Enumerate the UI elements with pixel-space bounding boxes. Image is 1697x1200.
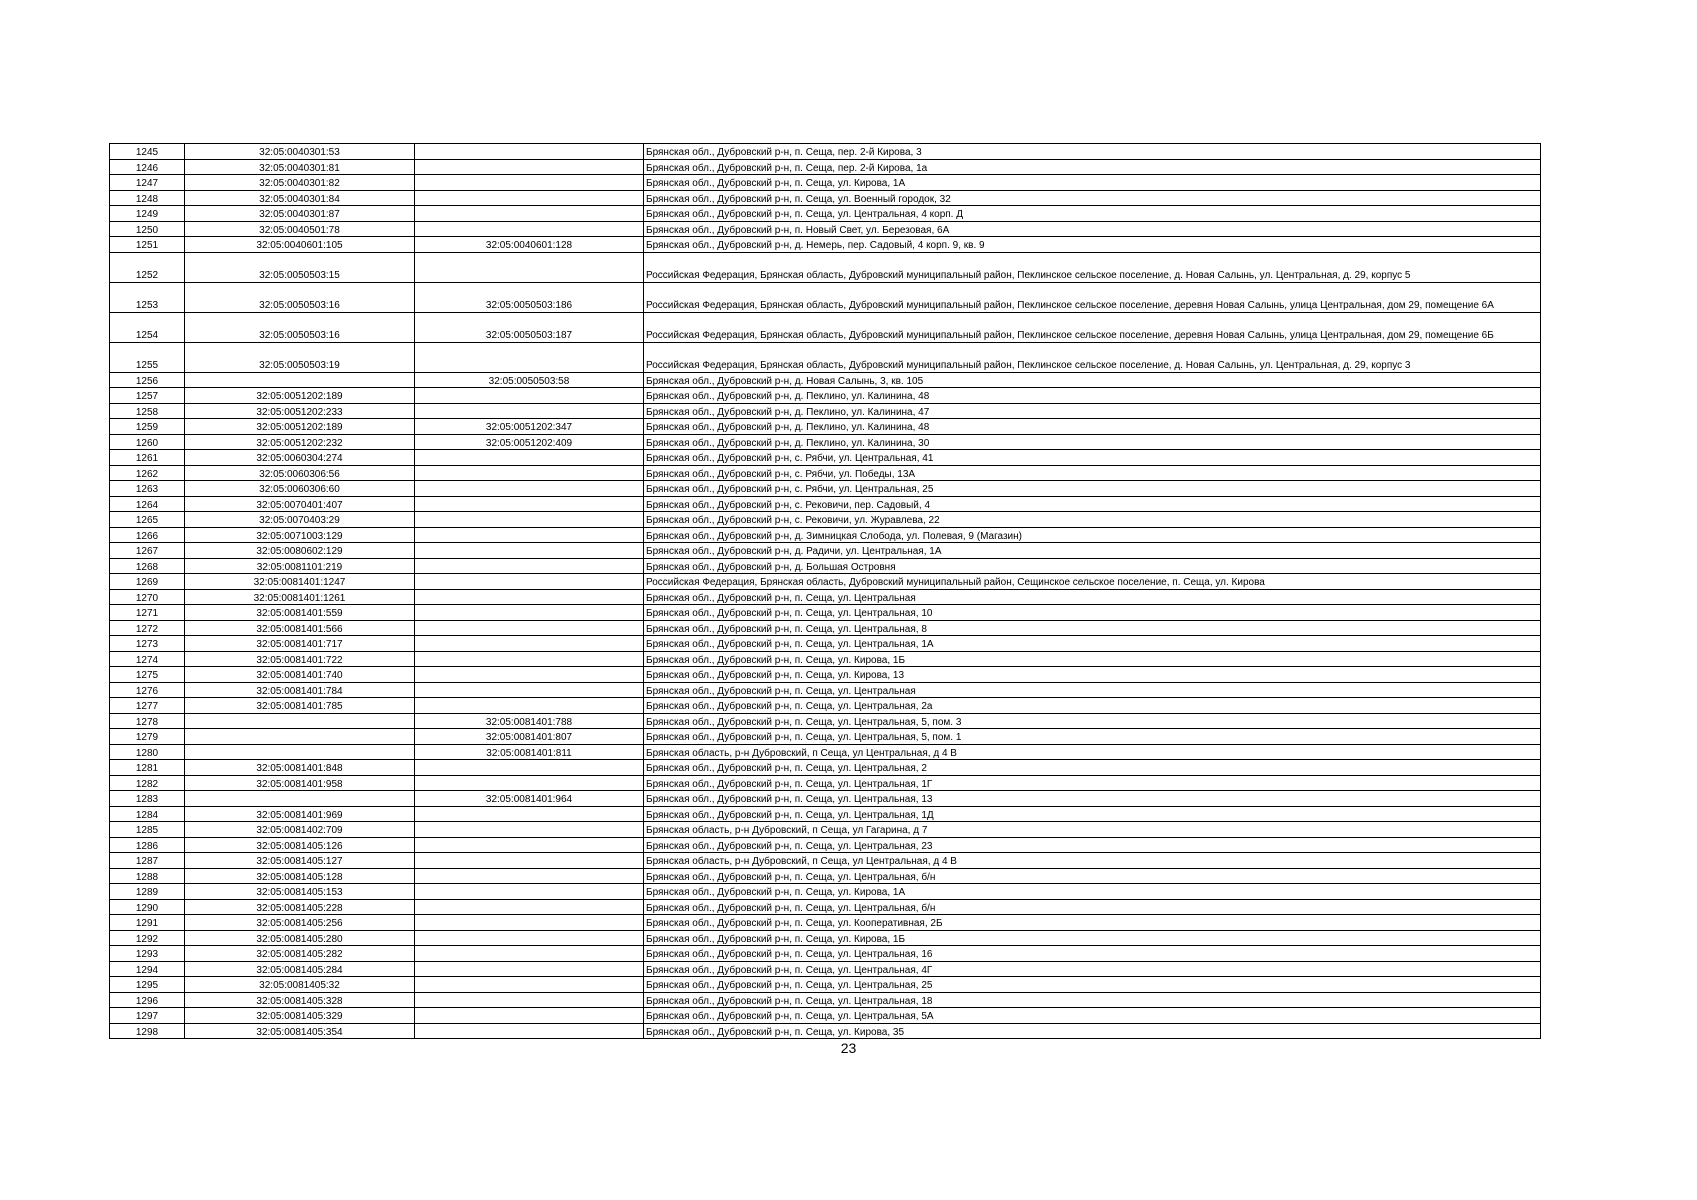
- row-number-cell: 1265: [110, 512, 185, 528]
- cadastral-number-cell: 32:05:0050503:15: [185, 252, 415, 282]
- related-cadastral-number-cell: [415, 589, 644, 605]
- address-cell: Брянская обл., Дубровский р-н, п. Сеща, ул. Кирова, 1Б: [644, 930, 1541, 946]
- row-number-cell: 1259: [110, 419, 185, 435]
- related-cadastral-number-cell: [415, 481, 644, 497]
- row-number-cell: 1271: [110, 605, 185, 621]
- cadastral-number-cell: 32:05:0081405:153: [185, 884, 415, 900]
- cadastral-number-cell: 32:05:0050503:19: [185, 342, 415, 372]
- related-cadastral-number-cell: [415, 930, 644, 946]
- table-row: [110, 729, 1541, 745]
- row-number-cell: 1293: [110, 946, 185, 962]
- row-number-cell: 1260: [110, 434, 185, 450]
- address-cell: Брянская обл., Дубровский р-н, с. Рябчи, ул. Победы, 13А: [644, 465, 1541, 481]
- cadastral-number-cell: 32:05:0081401:848: [185, 760, 415, 776]
- table-row: [110, 450, 1541, 466]
- page-number: 23: [840, 1040, 857, 1056]
- address-cell: Брянская обл., Дубровский р-н, п. Сеща, ул. Кирова, 13: [644, 667, 1541, 683]
- row-number-cell: 1273: [110, 636, 185, 652]
- address-cell: Брянская обл., Дубровский р-н, п. Сеща, ул. Кирова, 1Б: [644, 651, 1541, 667]
- cadastral-number-cell: 32:05:0060306:60: [185, 481, 415, 497]
- row-number-cell: 1263: [110, 481, 185, 497]
- table-row: [110, 837, 1541, 853]
- cadastral-number-cell: 32:05:0081401:785: [185, 698, 415, 714]
- cadastral-number-cell: 32:05:0040601:105: [185, 237, 415, 253]
- cadastral-number-cell: 32:05:0051202:233: [185, 403, 415, 419]
- related-cadastral-number-cell: [415, 667, 644, 683]
- table-row: [110, 282, 1541, 312]
- row-number-cell: 1290: [110, 899, 185, 915]
- address-cell: Российская Федерация, Брянская область, Дубровский муниципальный район, Пеклинское сельское поселение, деревня Новая Салынь, улица Центральная, дом 29, помещение 6Б: [644, 312, 1541, 342]
- address-cell: Брянская обл., Дубровский р-н, п. Сеща, ул. Кирова, 35: [644, 1023, 1541, 1039]
- address-cell: Брянская обл., Дубровский р-н, с. Рековичи, пер. Садовый, 4: [644, 496, 1541, 512]
- table-row: [110, 899, 1541, 915]
- address-cell: Брянская обл., Дубровский р-н, п. Сеща, ул. Центральная, 5, пом. 3: [644, 713, 1541, 729]
- table-row: [110, 868, 1541, 884]
- table-row: [110, 806, 1541, 822]
- address-cell: Брянская обл., Дубровский р-н, п. Сеща, ул. Военный городок, 32: [644, 190, 1541, 206]
- address-cell: Российская Федерация, Брянская область, Дубровский муниципальный район, Сещинское сельское поселение, п. Сеща, ул. Кирова: [644, 574, 1541, 590]
- row-number-cell: 1289: [110, 884, 185, 900]
- table-row: [110, 961, 1541, 977]
- table-row: [110, 403, 1541, 419]
- table-row: [110, 144, 1541, 160]
- row-number-cell: 1261: [110, 450, 185, 466]
- address-cell: Брянская обл., Дубровский р-н, п. Сеща, ул. Центральная, 5, пом. 1: [644, 729, 1541, 745]
- row-number-cell: 1246: [110, 159, 185, 175]
- table-row: [110, 512, 1541, 528]
- table-row: [110, 636, 1541, 652]
- related-cadastral-number-cell: 32:05:0081401:788: [415, 713, 644, 729]
- address-cell: Брянская обл., Дубровский р-н, п. Сеща, ул. Центральная, б/н: [644, 868, 1541, 884]
- table-row: [110, 682, 1541, 698]
- address-cell: Брянская обл., Дубровский р-н, д. Новая Салынь, 3, кв. 105: [644, 372, 1541, 388]
- address-cell: Брянская обл., Дубровский р-н, п. Сеща, пер. 2-й Кирова, 1а: [644, 159, 1541, 175]
- cadastral-number-cell: 32:05:0051202:189: [185, 388, 415, 404]
- cadastral-number-cell: [185, 713, 415, 729]
- related-cadastral-number-cell: [415, 837, 644, 853]
- related-cadastral-number-cell: [415, 450, 644, 466]
- related-cadastral-number-cell: [415, 190, 644, 206]
- table-row: [110, 237, 1541, 253]
- cadastral-number-cell: 32:05:0071003:129: [185, 527, 415, 543]
- related-cadastral-number-cell: [415, 1023, 644, 1039]
- cadastral-number-cell: 32:05:0060306:56: [185, 465, 415, 481]
- row-number-cell: 1264: [110, 496, 185, 512]
- related-cadastral-number-cell: 32:05:0050503:187: [415, 312, 644, 342]
- related-cadastral-number-cell: 32:05:0051202:347: [415, 419, 644, 435]
- related-cadastral-number-cell: [415, 206, 644, 222]
- cadastral-number-cell: 32:05:0081401:784: [185, 682, 415, 698]
- address-cell: Брянская область, р-н Дубровский, п Сеща, ул Центральная, д 4 В: [644, 744, 1541, 760]
- related-cadastral-number-cell: 32:05:0081401:964: [415, 791, 644, 807]
- table-row: [110, 589, 1541, 605]
- row-number-cell: 1257: [110, 388, 185, 404]
- related-cadastral-number-cell: 32:05:0051202:409: [415, 434, 644, 450]
- address-cell: Брянская обл., Дубровский р-н, д. Пеклино, ул. Калинина, 48: [644, 388, 1541, 404]
- table-row: [110, 558, 1541, 574]
- row-number-cell: 1285: [110, 822, 185, 838]
- address-cell: Российская Федерация, Брянская область, Дубровский муниципальный район, Пеклинское сельское поселение, деревня Новая Салынь, улица Центральная, дом 29, помещение 6А: [644, 282, 1541, 312]
- related-cadastral-number-cell: [415, 651, 644, 667]
- address-cell: Брянская область, р-н Дубровский, п Сеща, ул Гагарина, д 7: [644, 822, 1541, 838]
- address-cell: Брянская область, р-н Дубровский, п Сеща, ул Центральная, д 4 В: [644, 853, 1541, 869]
- row-number-cell: 1280: [110, 744, 185, 760]
- related-cadastral-number-cell: [415, 605, 644, 621]
- related-cadastral-number-cell: [415, 961, 644, 977]
- cadastral-number-cell: [185, 729, 415, 745]
- row-number-cell: 1258: [110, 403, 185, 419]
- address-cell: Брянская обл., Дубровский р-н, п. Сеща, ул. Центральная, 1Д: [644, 806, 1541, 822]
- related-cadastral-number-cell: [415, 543, 644, 559]
- row-number-cell: 1274: [110, 651, 185, 667]
- row-number-cell: 1277: [110, 698, 185, 714]
- address-cell: Брянская обл., Дубровский р-н, п. Сеща, ул. Центральная, 2а: [644, 698, 1541, 714]
- row-number-cell: 1249: [110, 206, 185, 222]
- related-cadastral-number-cell: [415, 868, 644, 884]
- related-cadastral-number-cell: [415, 159, 644, 175]
- row-number-cell: 1297: [110, 1008, 185, 1024]
- related-cadastral-number-cell: [415, 822, 644, 838]
- table-row: [110, 744, 1541, 760]
- row-number-cell: 1278: [110, 713, 185, 729]
- table-row: [110, 175, 1541, 191]
- table-row: [110, 342, 1541, 372]
- address-cell: Брянская обл., Дубровский р-н, д. Большая Островня: [644, 558, 1541, 574]
- related-cadastral-number-cell: [415, 806, 644, 822]
- address-cell: Брянская обл., Дубровский р-н, с. Рябчи, ул. Центральная, 41: [644, 450, 1541, 466]
- row-number-cell: 1295: [110, 977, 185, 993]
- related-cadastral-number-cell: [415, 977, 644, 993]
- cadastral-number-cell: 32:05:0081401:722: [185, 651, 415, 667]
- address-cell: Брянская обл., Дубровский р-н, п. Сеща, ул. Центральная, 1Г: [644, 775, 1541, 791]
- row-number-cell: 1287: [110, 853, 185, 869]
- cadastral-number-cell: 32:05:0081405:128: [185, 868, 415, 884]
- related-cadastral-number-cell: [415, 775, 644, 791]
- table-row: [110, 465, 1541, 481]
- row-number-cell: 1294: [110, 961, 185, 977]
- row-number-cell: 1298: [110, 1023, 185, 1039]
- table-row: [110, 496, 1541, 512]
- row-number-cell: 1262: [110, 465, 185, 481]
- row-number-cell: 1291: [110, 915, 185, 931]
- related-cadastral-number-cell: [415, 342, 644, 372]
- related-cadastral-number-cell: [415, 853, 644, 869]
- address-cell: Брянская обл., Дубровский р-н, п. Сеща, ул. Центральная, 2: [644, 760, 1541, 776]
- related-cadastral-number-cell: [415, 388, 644, 404]
- cadastral-number-cell: 32:05:0040301:87: [185, 206, 415, 222]
- cadastral-number-cell: 32:05:0070403:29: [185, 512, 415, 528]
- cadastral-number-cell: 32:05:0081405:32: [185, 977, 415, 993]
- row-number-cell: 1270: [110, 589, 185, 605]
- table-row: [110, 434, 1541, 450]
- property-table: [109, 143, 1541, 1039]
- cadastral-number-cell: 32:05:0081401:566: [185, 620, 415, 636]
- address-cell: Брянская обл., Дубровский р-н, п. Сеща, ул. Центральная, 4 корп. Д: [644, 206, 1541, 222]
- address-cell: Брянская обл., Дубровский р-н, п. Сеща, ул. Кирова, 1А: [644, 884, 1541, 900]
- address-cell: Брянская обл., Дубровский р-н, с. Рябчи, ул. Центральная, 25: [644, 481, 1541, 497]
- address-cell: Брянская обл., Дубровский р-н, п. Сеща, ул. Центральная: [644, 589, 1541, 605]
- related-cadastral-number-cell: [415, 252, 644, 282]
- address-cell: Брянская обл., Дубровский р-н, п. Сеща, ул. Центральная, 25: [644, 977, 1541, 993]
- table-row: [110, 930, 1541, 946]
- related-cadastral-number-cell: [415, 574, 644, 590]
- cadastral-number-cell: 32:05:0081405:354: [185, 1023, 415, 1039]
- address-cell: Брянская обл., Дубровский р-н, п. Сеща, ул. Центральная, 8: [644, 620, 1541, 636]
- row-number-cell: 1253: [110, 282, 185, 312]
- row-number-cell: 1292: [110, 930, 185, 946]
- table-row: [110, 791, 1541, 807]
- table-row: [110, 853, 1541, 869]
- table-row: [110, 884, 1541, 900]
- address-cell: Брянская обл., Дубровский р-н, д. Немерь, пер. Садовый, 4 корп. 9, кв. 9: [644, 237, 1541, 253]
- table-row: [110, 822, 1541, 838]
- table-row: [110, 698, 1541, 714]
- row-number-cell: 1254: [110, 312, 185, 342]
- cadastral-number-cell: [185, 372, 415, 388]
- related-cadastral-number-cell: [415, 915, 644, 931]
- cadastral-number-cell: 32:05:0081405:256: [185, 915, 415, 931]
- cadastral-number-cell: 32:05:0040301:81: [185, 159, 415, 175]
- address-cell: Брянская обл., Дубровский р-н, п. Сеща, ул. Центральная, 16: [644, 946, 1541, 962]
- row-number-cell: 1288: [110, 868, 185, 884]
- table-row: [110, 388, 1541, 404]
- related-cadastral-number-cell: [415, 899, 644, 915]
- table-row: [110, 527, 1541, 543]
- cadastral-number-cell: 32:05:0081405:282: [185, 946, 415, 962]
- cadastral-number-cell: 32:05:0051202:232: [185, 434, 415, 450]
- related-cadastral-number-cell: [415, 620, 644, 636]
- related-cadastral-number-cell: [415, 512, 644, 528]
- table-row: [110, 1023, 1541, 1039]
- row-number-cell: 1267: [110, 543, 185, 559]
- cadastral-number-cell: 32:05:0081402:709: [185, 822, 415, 838]
- row-number-cell: 1256: [110, 372, 185, 388]
- address-cell: Брянская обл., Дубровский р-н, п. Сеща, ул. Центральная, 4Г: [644, 961, 1541, 977]
- table-row: [110, 190, 1541, 206]
- cadastral-number-cell: 32:05:0080602:129: [185, 543, 415, 559]
- row-number-cell: 1247: [110, 175, 185, 191]
- related-cadastral-number-cell: [415, 465, 644, 481]
- related-cadastral-number-cell: [415, 527, 644, 543]
- related-cadastral-number-cell: [415, 144, 644, 160]
- cadastral-number-cell: [185, 744, 415, 760]
- cadastral-number-cell: 32:05:0081405:328: [185, 992, 415, 1008]
- cadastral-number-cell: 32:05:0081401:717: [185, 636, 415, 652]
- table-row: [110, 946, 1541, 962]
- related-cadastral-number-cell: [415, 558, 644, 574]
- cadastral-number-cell: 32:05:0081401:969: [185, 806, 415, 822]
- related-cadastral-number-cell: [415, 175, 644, 191]
- table-row: [110, 992, 1541, 1008]
- cadastral-number-cell: 32:05:0081405:280: [185, 930, 415, 946]
- table-row: [110, 206, 1541, 222]
- cadastral-number-cell: 32:05:0081401:958: [185, 775, 415, 791]
- cadastral-number-cell: 32:05:0050503:16: [185, 312, 415, 342]
- cadastral-number-cell: [185, 791, 415, 807]
- table-row: [110, 481, 1541, 497]
- cadastral-number-cell: 32:05:0081401:740: [185, 667, 415, 683]
- table-row: [110, 713, 1541, 729]
- related-cadastral-number-cell: [415, 698, 644, 714]
- row-number-cell: 1283: [110, 791, 185, 807]
- cadastral-number-cell: 32:05:0060304:274: [185, 450, 415, 466]
- address-cell: Брянская обл., Дубровский р-н, д. Радичи, ул. Центральная, 1А: [644, 543, 1541, 559]
- related-cadastral-number-cell: [415, 760, 644, 776]
- cadastral-number-cell: 32:05:0081101:219: [185, 558, 415, 574]
- row-number-cell: 1286: [110, 837, 185, 853]
- cadastral-number-cell: 32:05:0081405:126: [185, 837, 415, 853]
- cadastral-number-cell: 32:05:0081405:228: [185, 899, 415, 915]
- address-cell: Брянская обл., Дубровский р-н, п. Сеща, ул. Центральная, 10: [644, 605, 1541, 621]
- related-cadastral-number-cell: 32:05:0050503:58: [415, 372, 644, 388]
- related-cadastral-number-cell: [415, 884, 644, 900]
- table-row: [110, 775, 1541, 791]
- cadastral-number-cell: 32:05:0081405:127: [185, 853, 415, 869]
- address-cell: Брянская обл., Дубровский р-н, д. Зимницкая Слобода, ул. Полевая, 9 (Магазин): [644, 527, 1541, 543]
- cadastral-number-cell: 32:05:0040301:53: [185, 144, 415, 160]
- table-row: [110, 1008, 1541, 1024]
- row-number-cell: 1284: [110, 806, 185, 822]
- table-row: [110, 605, 1541, 621]
- related-cadastral-number-cell: [415, 682, 644, 698]
- related-cadastral-number-cell: [415, 221, 644, 237]
- related-cadastral-number-cell: 32:05:0050503:186: [415, 282, 644, 312]
- row-number-cell: 1279: [110, 729, 185, 745]
- table-row: [110, 312, 1541, 342]
- address-cell: Брянская обл., Дубровский р-н, п. Сеща, ул. Центральная, 23: [644, 837, 1541, 853]
- table-row: [110, 915, 1541, 931]
- related-cadastral-number-cell: [415, 992, 644, 1008]
- address-cell: Брянская обл., Дубровский р-н, д. Пеклино, ул. Калинина, 48: [644, 419, 1541, 435]
- row-number-cell: 1272: [110, 620, 185, 636]
- related-cadastral-number-cell: [415, 496, 644, 512]
- cadastral-number-cell: 32:05:0040301:84: [185, 190, 415, 206]
- cadastral-number-cell: 32:05:0070401:407: [185, 496, 415, 512]
- table-row: [110, 159, 1541, 175]
- related-cadastral-number-cell: [415, 946, 644, 962]
- row-number-cell: 1296: [110, 992, 185, 1008]
- table-body: [110, 144, 1541, 1039]
- row-number-cell: 1250: [110, 221, 185, 237]
- row-number-cell: 1252: [110, 252, 185, 282]
- row-number-cell: 1251: [110, 237, 185, 253]
- related-cadastral-number-cell: 32:05:0081401:807: [415, 729, 644, 745]
- row-number-cell: 1282: [110, 775, 185, 791]
- row-number-cell: 1275: [110, 667, 185, 683]
- address-cell: Брянская обл., Дубровский р-н, д. Пеклино, ул. Калинина, 30: [644, 434, 1541, 450]
- cadastral-number-cell: 32:05:0040501:78: [185, 221, 415, 237]
- cadastral-number-cell: 32:05:0081405:284: [185, 961, 415, 977]
- row-number-cell: 1281: [110, 760, 185, 776]
- cadastral-number-cell: 32:05:0081401:559: [185, 605, 415, 621]
- address-cell: Брянская обл., Дубровский р-н, п. Сеща, ул. Центральная: [644, 682, 1541, 698]
- cadastral-number-cell: 32:05:0051202:189: [185, 419, 415, 435]
- address-cell: Брянская обл., Дубровский р-н, д. Пеклино, ул. Калинина, 47: [644, 403, 1541, 419]
- related-cadastral-number-cell: [415, 1008, 644, 1024]
- address-cell: Брянская обл., Дубровский р-н, п. Сеща, ул. Кирова, 1А: [644, 175, 1541, 191]
- table-row: [110, 977, 1541, 993]
- address-cell: Брянская обл., Дубровский р-н, п. Новый Свет, ул. Березовая, 6А: [644, 221, 1541, 237]
- table-row: [110, 252, 1541, 282]
- cadastral-number-cell: 32:05:0081401:1247: [185, 574, 415, 590]
- address-cell: Российская Федерация, Брянская область, Дубровский муниципальный район, Пеклинское сельское поселение, д. Новая Салынь, ул. Центральная, д. 29, корпус 5: [644, 252, 1541, 282]
- related-cadastral-number-cell: [415, 403, 644, 419]
- table-row: [110, 419, 1541, 435]
- row-number-cell: 1269: [110, 574, 185, 590]
- table-row: [110, 667, 1541, 683]
- address-cell: Брянская обл., Дубровский р-н, с. Рековичи, ул. Журавлева, 22: [644, 512, 1541, 528]
- cadastral-number-cell: 32:05:0081401:1261: [185, 589, 415, 605]
- address-cell: Брянская обл., Дубровский р-н, п. Сеща, ул. Кооперативная, 2Б: [644, 915, 1541, 931]
- related-cadastral-number-cell: [415, 636, 644, 652]
- address-cell: Брянская обл., Дубровский р-н, п. Сеща, ул. Центральная, 13: [644, 791, 1541, 807]
- related-cadastral-number-cell: 32:05:0081401:811: [415, 744, 644, 760]
- row-number-cell: 1245: [110, 144, 185, 160]
- address-cell: Брянская обл., Дубровский р-н, п. Сеща, ул. Центральная, 5А: [644, 1008, 1541, 1024]
- row-number-cell: 1255: [110, 342, 185, 372]
- table-row: [110, 543, 1541, 559]
- address-cell: Брянская обл., Дубровский р-н, п. Сеща, ул. Центральная, б/н: [644, 899, 1541, 915]
- table-row: [110, 760, 1541, 776]
- table-row: [110, 372, 1541, 388]
- address-cell: Брянская обл., Дубровский р-н, п. Сеща, ул. Центральная, 1А: [644, 636, 1541, 652]
- related-cadastral-number-cell: 32:05:0040601:128: [415, 237, 644, 253]
- row-number-cell: 1248: [110, 190, 185, 206]
- table-row: [110, 574, 1541, 590]
- cadastral-number-cell: 32:05:0081405:329: [185, 1008, 415, 1024]
- table-row: [110, 620, 1541, 636]
- table-row: [110, 651, 1541, 667]
- row-number-cell: 1268: [110, 558, 185, 574]
- address-cell: Брянская обл., Дубровский р-н, п. Сеща, ул. Центральная, 18: [644, 992, 1541, 1008]
- cadastral-number-cell: 32:05:0050503:16: [185, 282, 415, 312]
- table-row: [110, 221, 1541, 237]
- address-cell: Российская Федерация, Брянская область, Дубровский муниципальный район, Пеклинское сельское поселение, д. Новая Салынь, ул. Центральная, д. 29, корпус 3: [644, 342, 1541, 372]
- row-number-cell: 1266: [110, 527, 185, 543]
- row-number-cell: 1276: [110, 682, 185, 698]
- address-cell: Брянская обл., Дубровский р-н, п. Сеща, пер. 2-й Кирова, 3: [644, 144, 1541, 160]
- cadastral-number-cell: 32:05:0040301:82: [185, 175, 415, 191]
